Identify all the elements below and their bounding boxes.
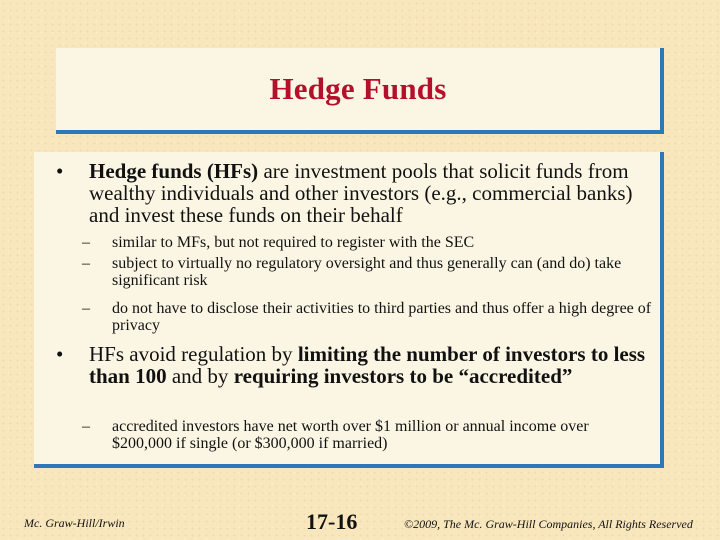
sub-bullet-accredited	[82, 418, 652, 452]
slide-number: 17-16	[306, 509, 358, 534]
sub-bullet-text: subject to virtually no regulatory oversight and thus generally can (and do) take significant risk	[112, 255, 622, 289]
title-box	[56, 48, 664, 134]
slide-title: Hedge Funds	[269, 71, 447, 106]
bullet-regulation	[56, 343, 656, 387]
footer-publisher: Mc. Graw-Hill/Irwin	[24, 516, 125, 530]
content-box	[34, 152, 664, 468]
dash-marker: –	[82, 255, 90, 272]
sub-bullet-text: similar to MFs, but not required to register with the SEC	[112, 234, 475, 251]
dash-marker: –	[82, 300, 90, 317]
bullet-bold-text: limiting the number of investors to less than 100	[89, 342, 646, 388]
bullet-marker: •	[56, 342, 64, 366]
footer-copyright: ©2009, The Mc. Graw-Hill Companies, All Rights Reserved	[404, 517, 693, 531]
bullet-text: are investment pools that solicit funds from wealthy individuals and other investors (e.g., commercial banks) and invest these funds on their behalf	[89, 159, 633, 227]
sub-bullet-text: accredited investors have net worth over $1 million or annual income over $200,000 if single (or $300,000 if married)	[112, 418, 589, 452]
sub-bullet-sec	[82, 234, 652, 251]
dash-marker: –	[82, 234, 90, 251]
bullet-marker: •	[56, 159, 64, 183]
sub-bullet-text: do not have to disclose their activities to third parties and thus offer a high degree of privacy	[112, 300, 652, 334]
bullet-text: HFs avoid regulation by	[89, 342, 298, 366]
bullet-bold-text: Hedge funds (HFs)	[89, 159, 259, 183]
bullet-bold-text: requiring investors to be “accredited”	[233, 364, 573, 388]
bullet-hedge-funds-definition	[56, 160, 656, 226]
sub-bullet-oversight	[82, 255, 652, 289]
sub-bullet-privacy	[82, 300, 652, 334]
bullet-text: and by	[166, 364, 234, 388]
dash-marker: –	[82, 418, 90, 435]
